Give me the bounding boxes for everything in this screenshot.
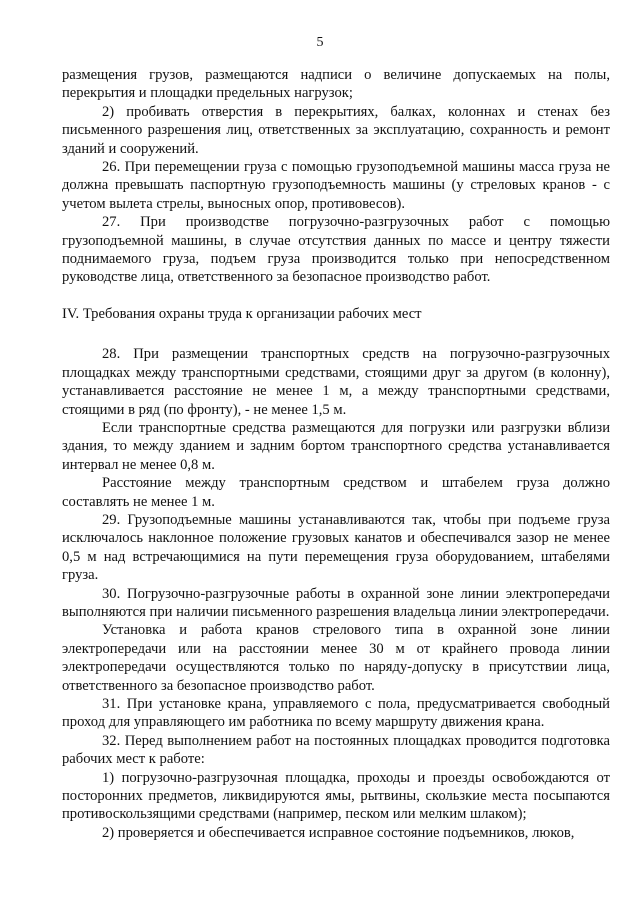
paragraph-32: 32. Перед выполнением работ на постоянных площадках проводится подготовка рабочих мест к работе: xyxy=(62,732,610,768)
paragraph-28-stack: Расстояние между транспортным средством и штабелем груза должно составлять не менее 1 м. xyxy=(62,475,610,510)
paragraph-26: 26. При перемещении груза с помощью грузоподъемной машины масса груза не должна превышать паспортную грузоподъемность машины (у стреловых кранов - с учетом вылета стрелы, выносных опор, противовесов). xyxy=(62,159,610,212)
paragraph-27: 27. При производстве погрузочно-разгрузочных работ с помощью грузоподъемной машины, в случае отсутствия данных по массе и центру тяжести поднимаемого груза, подъем груза производится только при непосредственном руководстве лица, ответственного за безопасное производство работ. xyxy=(62,214,610,286)
paragraph-30-cranes: Установка и работа кранов стрелового типа в охранной зоне линии электропередачи или на расстоянии менее 30 м от крайнего провода линии электропередачи осуществляются только по наряду-допуску в присутствии лица, ответственного за безопасное производство работ. xyxy=(62,622,610,694)
paragraph-31: 31. При установке крана, управляемого с пола, предусматривается свободный проход для управляющего им работника по всему маршруту движения крана. xyxy=(62,696,610,731)
page-number: 5 xyxy=(316,35,324,50)
paragraph-30: 30. Погрузочно-разгрузочные работы в охранной зоне линии электропередачи выполняются при наличии письменного разрешения владельца линии электропередачи. xyxy=(62,585,610,620)
paragraph-28-building: Если транспортные средства размещаются для погрузки или разгрузки вблизи здания, то между зданием и задним бортом транспортного средства устанавливается интервал не менее 0,8 м. xyxy=(62,419,610,473)
paragraph-29: 29. Грузоподъемные машины устанавливаются так, чтобы при подъеме груза исключалось наклонное положение грузовых канатов и обеспечивался зазор не менее 0,5 м над встречающимися на пути перемещения груза оборудованием, штабелями груза. xyxy=(62,511,610,584)
paragraph-32-item-2: 2) проверяется и обеспечивается исправное состояние подъемников, люков, xyxy=(102,824,575,841)
section-heading: IV. Требования охраны труда к организации рабочих мест xyxy=(62,305,422,322)
paragraph-item-2: 2) пробивать отверстия в перекрытиях, балках, колоннах и стенах без письменного разрешения лиц, ответственных за эксплуатацию, сохранность и ремонт зданий и сооружений. xyxy=(62,103,610,157)
paragraph-28: 28. При размещении транспортных средств на погрузочно-разгрузочных площадках между транспортными средствами, стоящими друг за другом (в колонну), устанавливается расстояние не менее 1 м, а между транспортными средствами, стоящими в ряд (по фронту), - не менее 1,5 м. xyxy=(62,346,610,418)
paragraph-32-item-1: 1) погрузочно-разгрузочная площадка, проходы и проезды освобождаются от посторонних предметов, ликвидируются ямы, рытвины, скользкие места посыпаются противоскользящими средствами (например, песком или мелким шлаком); xyxy=(62,769,610,823)
document-body xyxy=(62,66,610,842)
paragraph-continued: размещения грузов, размещаются надписи о величине допускаемых на полы, перекрытия и площадки предельных нагрузок; xyxy=(62,67,610,102)
